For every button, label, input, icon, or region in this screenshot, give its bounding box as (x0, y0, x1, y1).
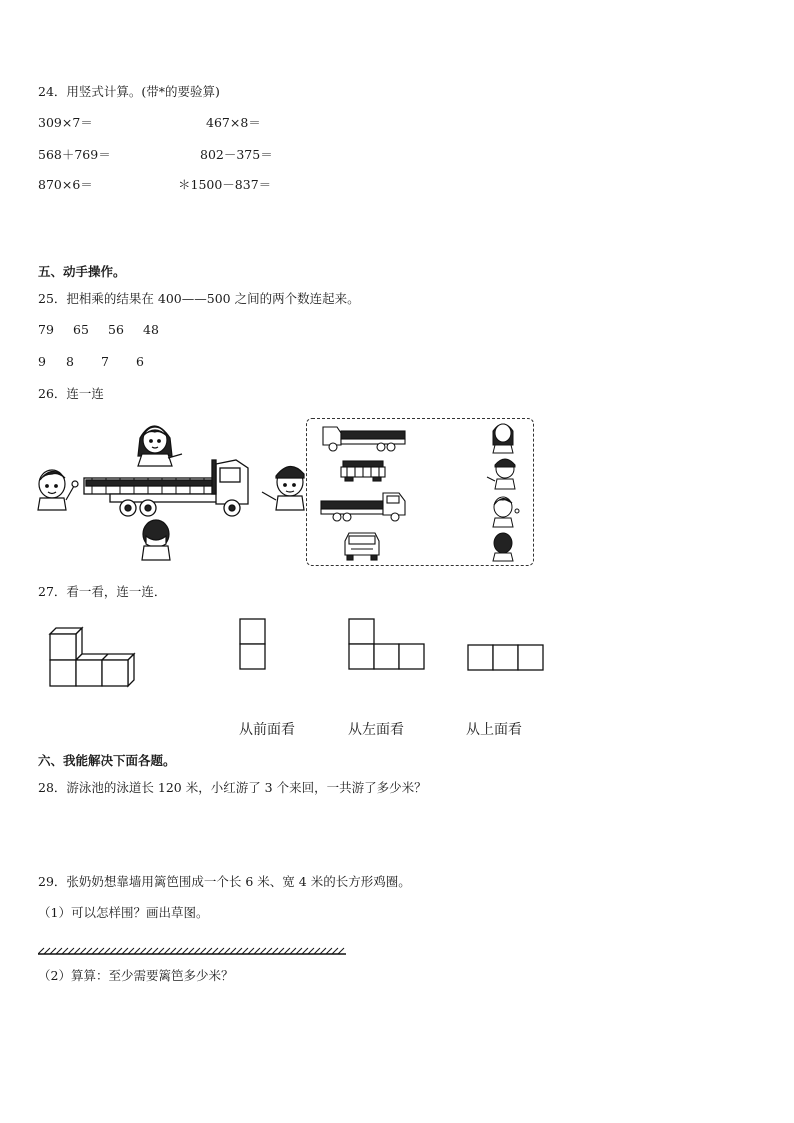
q24-item-6: ＊1500－837＝ (178, 177, 272, 192)
section-6-heading: 六、我能解决下面各题。 (38, 753, 176, 768)
boy-icon-3 (493, 497, 519, 527)
q26-match-box (306, 418, 534, 566)
q27-view-b (348, 618, 428, 672)
q25-row2-num-4: 6 (136, 354, 144, 369)
q27-view-c (467, 644, 547, 672)
q25-row1-num-4: 48 (143, 322, 159, 337)
truck-side-icon (84, 460, 248, 516)
q29-title: 29．张奶奶想靠墙用篱笆围成一个长 6 米、宽 4 米的长方形鸡圈。 (38, 874, 411, 889)
girl-top-icon (138, 426, 182, 466)
q28-title: 28．游泳池的泳道长 120 米，小红游了 3 个来回，一共游了多少米？ (38, 780, 427, 795)
q25-row2-num-1: 9 (38, 354, 46, 369)
q24-item-1: 309×7＝ (38, 115, 93, 130)
truck-view-side-right-icon (321, 493, 405, 521)
q24-item-2: 467×8＝ (206, 115, 261, 130)
boy-cap-right-icon (262, 466, 304, 510)
section-5-heading: 五、动手操作。 (38, 264, 126, 279)
truck-view-side-left-icon (323, 427, 405, 451)
q25-row1-num-2: 65 (73, 322, 89, 337)
q24-item-5: 870×6＝ (38, 177, 93, 192)
q29-part2: （2）算算：至少需要篱笆多少米？ (38, 968, 234, 983)
q27-cube-solid (46, 624, 138, 692)
q27-label-top: 从上面看 (466, 722, 522, 738)
boy-left-icon (38, 470, 78, 510)
q25-row2-num-2: 8 (66, 354, 74, 369)
girl-icon-1 (493, 424, 513, 453)
boy-cap-icon-2 (487, 459, 515, 489)
q26-scene (36, 416, 306, 568)
q27-view-a (239, 618, 267, 672)
q27-title: 27．看一看，连一连． (38, 584, 167, 599)
truck-view-front-icon (345, 533, 379, 560)
q25-row2-num-3: 7 (101, 354, 109, 369)
q25-title: 25．把相乘的结果在 400——500 之间的两个数连起来。 (38, 291, 360, 306)
q25-row1-num-3: 56 (108, 322, 124, 337)
wall-hatch (38, 941, 346, 951)
q24-title: 24．用竖式计算。(带*的要验算) (38, 84, 220, 99)
q26-title: 26．连一连 (38, 386, 104, 401)
girl-back-icon-4 (493, 533, 513, 561)
q24-item-4: 802－375＝ (200, 147, 273, 162)
girl-bottom-icon (142, 520, 170, 560)
q27-label-front: 从前面看 (239, 722, 295, 738)
truck-view-rear-icon (341, 461, 385, 481)
q27-label-left: 从左面看 (348, 722, 404, 738)
q25-row1-num-1: 79 (38, 322, 54, 337)
q29-part1: （1）可以怎样围？画出草图。 (38, 905, 209, 920)
q24-item-3: 568＋769＝ (38, 147, 111, 162)
